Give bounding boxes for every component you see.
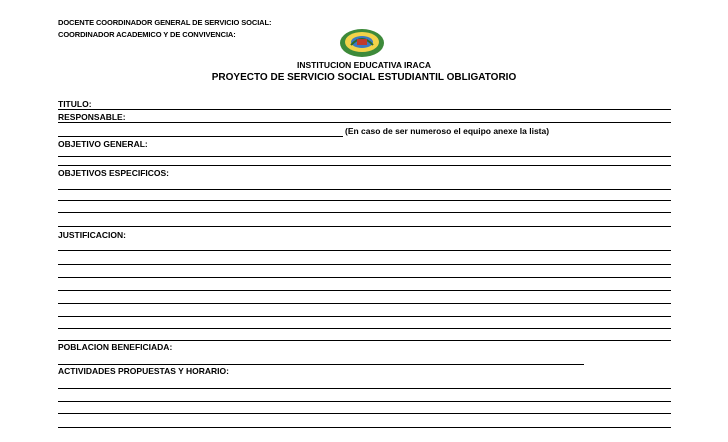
- justificacion-line[interactable]: [58, 277, 671, 278]
- objetivo-general-label: OBJETIVO GENERAL:: [58, 139, 148, 149]
- justificacion-line[interactable]: [58, 290, 671, 291]
- titulo-label: TITULO:: [58, 99, 92, 109]
- objetivos-especificos-line[interactable]: [58, 200, 671, 201]
- objetivos-especificos-line[interactable]: [58, 189, 671, 190]
- objetivo-general-line[interactable]: [58, 156, 671, 157]
- actividades-line[interactable]: [58, 427, 671, 428]
- page-title: PROYECTO DE SERVICIO SOCIAL ESTUDIANTIL OBLIGATORIO: [211, 72, 517, 83]
- objetivos-especificos-line[interactable]: [58, 212, 671, 213]
- justificacion-line[interactable]: [58, 264, 671, 265]
- responsable-label: RESPONSABLE:: [58, 112, 126, 122]
- responsable-line[interactable]: [58, 122, 671, 123]
- academic-coordinator-label: COORDINADOR ACADEMICO Y DE CONVIVENCIA:: [58, 30, 236, 39]
- objetivos-especificos-label: OBJETIVOS ESPECIFICOS:: [58, 168, 169, 178]
- actividades-label: ACTIVIDADES PROPUESTAS Y HORARIO:: [58, 366, 229, 376]
- school-crest-icon: [339, 25, 385, 59]
- actividades-line[interactable]: [58, 388, 671, 389]
- responsable-note: (En caso de ser numeroso el equipo anexe la lista): [345, 126, 550, 136]
- poblacion-line[interactable]: [58, 364, 584, 365]
- coordinator-general-label: DOCENTE COORDINADOR GENERAL DE SERVICIO SOCIAL:: [58, 18, 272, 27]
- justificacion-line[interactable]: [58, 250, 671, 251]
- objetivos-especificos-line[interactable]: [58, 226, 671, 227]
- titulo-line[interactable]: [58, 109, 671, 110]
- responsable-line-2[interactable]: [58, 136, 343, 137]
- justificacion-label: JUSTIFICACION:: [58, 230, 126, 240]
- objetivo-general-line[interactable]: [58, 165, 671, 166]
- justificacion-line[interactable]: [58, 316, 671, 317]
- justificacion-line[interactable]: [58, 340, 671, 341]
- justificacion-line[interactable]: [58, 328, 671, 329]
- actividades-line[interactable]: [58, 401, 671, 402]
- institution-name: INSTITUCION EDUCATIVA IRACA: [297, 60, 431, 70]
- justificacion-line[interactable]: [58, 303, 671, 304]
- actividades-line[interactable]: [58, 413, 671, 414]
- poblacion-label: POBLACION BENEFICIADA:: [58, 342, 173, 352]
